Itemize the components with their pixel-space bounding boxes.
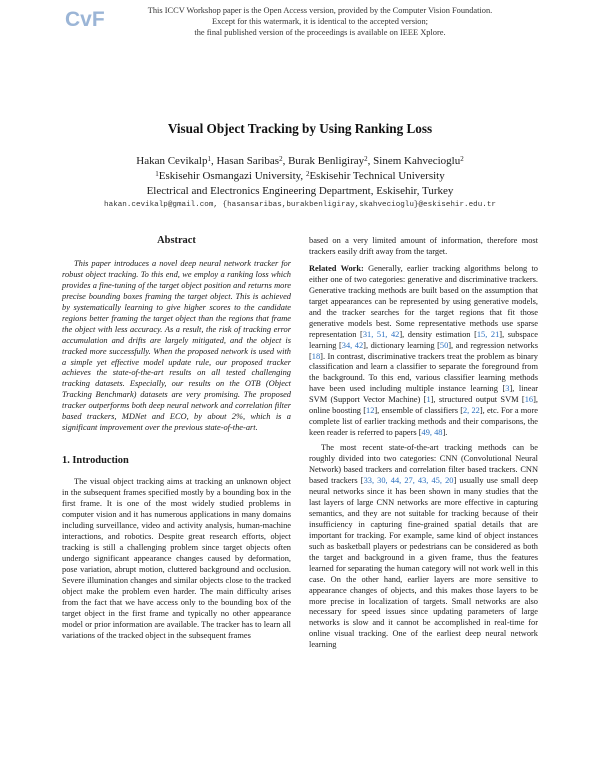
citation-link[interactable]: 2, 22 [462,406,480,416]
intro-paragraph: The visual object tracking aims at tracking an unknown object in the subsequent frames specified mostly by a bounding box in the first frame. It is one of the most widely studied problems in computer vision and it has numerous applications in many domains including surveillance, video and activity analysis, human-machine interactions, and robotics. Despite great research efforts, object tracking is still a challenging problem since target objects often undergo significant appearance changes caused by deformation, pose variation, abrupt motion, cluttered background and occlusion. Severe illumination changes and similar objects close to the tracked object make the problem even harder. The main difficulty arises from the fact that we have access only to the bounding box of the target object in the first frame and typically no other appearance model or prior information are available. The tracker has to learn all variations of the tracked object in the subsequent frames [62,477,291,640]
citation-link[interactable]: 12 [366,406,375,416]
author-affil-sup: 2 [279,155,283,163]
author-name: Hakan Cevikalp [136,155,208,167]
affiliation: Eskisehir Osmangazi University, [158,170,306,182]
watermark-line: Except for this watermark, it is identical to the accepted version; [211,17,429,26]
text-run: ], online boosting [ [309,395,538,416]
abstract-heading: Abstract [157,235,196,246]
author-sep: , [282,155,289,167]
citation-link[interactable]: 18 [311,351,321,361]
affiliation-line [0,169,600,184]
citation-link[interactable]: 50 [439,340,449,350]
author-name: Hasan Saribas [216,155,280,167]
author-list [0,154,600,169]
text-run: ]. [442,428,448,438]
department-line: Electrical and Electronics Engineering Department, Eskisehir, Turkey [146,185,454,197]
continued-paragraph: based on a very limited amount of information, therefore most trackers easily drift away from the target. [309,236,538,256]
text-run: ], structured output SVM [ [430,395,525,405]
related-work-heading: Related Work: [309,263,364,273]
citation-link[interactable]: 34, 42 [341,340,364,350]
paper-title: Visual Object Tracking by Using Ranking Loss [167,121,433,136]
left-column [62,236,291,641]
text-run: ], linear SVM (Support Vector Machine) [ [309,384,538,405]
author-affil-sup: 2 [364,155,368,163]
text-run: ], ensemble of classifiers [ [374,406,463,416]
author-block [0,154,600,199]
author-name: Burak Benligiray [288,155,365,167]
affil-sup: 1 [155,170,159,178]
svg-text:CvF: CvF [65,8,105,31]
related-work-paragraph [309,264,538,439]
author-emails: hakan.cevikalp@gmail.com, {hasansaribas,burakbenligiray,skahvecioglu}@eskisehir.edu.tr [104,201,496,209]
cvf-logo [64,5,108,31]
text-run: The most recent state-of-the-art tracking methods can be roughly divided into two categories: CNN (Convolutional Neural Network) based trackers and correlation filter based trackers. CNN based trackers [ [309,443,538,486]
citation-link[interactable]: 15, 21 [476,329,500,339]
affiliation: Eskisehir Technical University [309,170,445,182]
intro-heading: 1. Introduction [62,455,129,467]
text-run: ], dictionary learning [ [363,340,440,350]
author-sep: , [210,155,217,167]
abstract-text: This paper introduces a novel deep neural network tracker for robust object tracking. To this end, we employ a ranking loss which provides a fine-tuning of the target object position and returns more precise bounding boxes framing the target object. This is achieved by systematically learning to give higher scores to the candidate regions better framing the target object than the regions that frame the object with less accuracy. As a result, the risk of tracking error accumulation and drifts are largely mitigated, and the object is tracked more successfully. When the proposed network is used with a simple yet effective model update rule, our proposed tracker achieves the state-of-the-art results on all tested challenging tracking datasets. Especially, our results on the OTB (Object Tracking Benchmark) datasets are very promising. The proposed tracker outperforms both deep neural network and correlation filter based trackers, MDNet and ECO, by about 2%, which is a significant improvement over the previous state-of-the-art. [62,258,291,433]
citation-link[interactable]: 33, 30, 44, 27, 43, 45, 20 [363,476,454,486]
right-column [309,236,538,651]
text-run: ], and regression networks [ [309,340,538,361]
author-affil-sup: 2 [460,155,464,163]
text-run: ], subspace learning [ [309,329,539,350]
text-run: ] usually use small deep neural networks since it has been shown in many studies that the last layers of large CNN networks are more effective in capturing semantics, and they are not suitable for tracking because of their insufficiency in capturing fine-grained spatial details that are important for tracking. For example, same kind of object instances such as basketball players or pedestrians can be considered as both the target and background in a given frame, thus the features learned for separating the human category will not work well in this case. On the other hand, earlier layers are more sensitive to appearance changes of objects, and this makes those layers to be more precise in localization of targets. Small networks are also necessary for speed issues since updating parameters of large networks is slow and it cannot be accomplished in real-time for online visual tracking. One of the earliest deep neural network learning [309,476,538,650]
watermark-line: This ICCV Workshop paper is the Open Access version, provided by the Computer Vision Foundation. [147,6,493,15]
watermark-line: the final published version of the proceedings is available on IEEE Xplore. [194,28,446,37]
citation-link[interactable]: 31, 51, 42 [362,329,400,339]
cnn-trackers-paragraph [309,443,538,651]
author-affil-sup: 1 [207,155,211,163]
citation-link[interactable]: 49, 48 [421,428,443,438]
citation-link[interactable]: 1 [426,395,431,405]
citation-link[interactable]: 3 [505,384,510,394]
citation-link[interactable]: 16 [524,395,534,405]
text-run: Generally, earlier tracking algorithms belong to either one of two categories: generative and discriminative trackers. Generative tracking methods are built based on the assumption that target appearances can be represented by using generative models, and the tracker searches for the target regions that fit those generative models best. Some representative methods use sparse representation [ [309,263,538,339]
affil-sup: 2 [305,170,310,178]
text-run: ], density estimation [ [399,329,477,339]
author-name: Sinem Kahvecioglu [373,155,461,167]
watermark [120,5,520,38]
text-run: ], etc. For a more complete list of earlier tracking methods and their comparisons, the keen reader is referred to papers [ [309,406,538,438]
text-run: ]. In contrast, discriminative trackers treat the problem as binary classification and learn a classifier to separate the foreground from the background. To this end, various classifier learning methods have been used including multiple instance learning [ [309,351,538,394]
author-sep: , [367,155,374,167]
